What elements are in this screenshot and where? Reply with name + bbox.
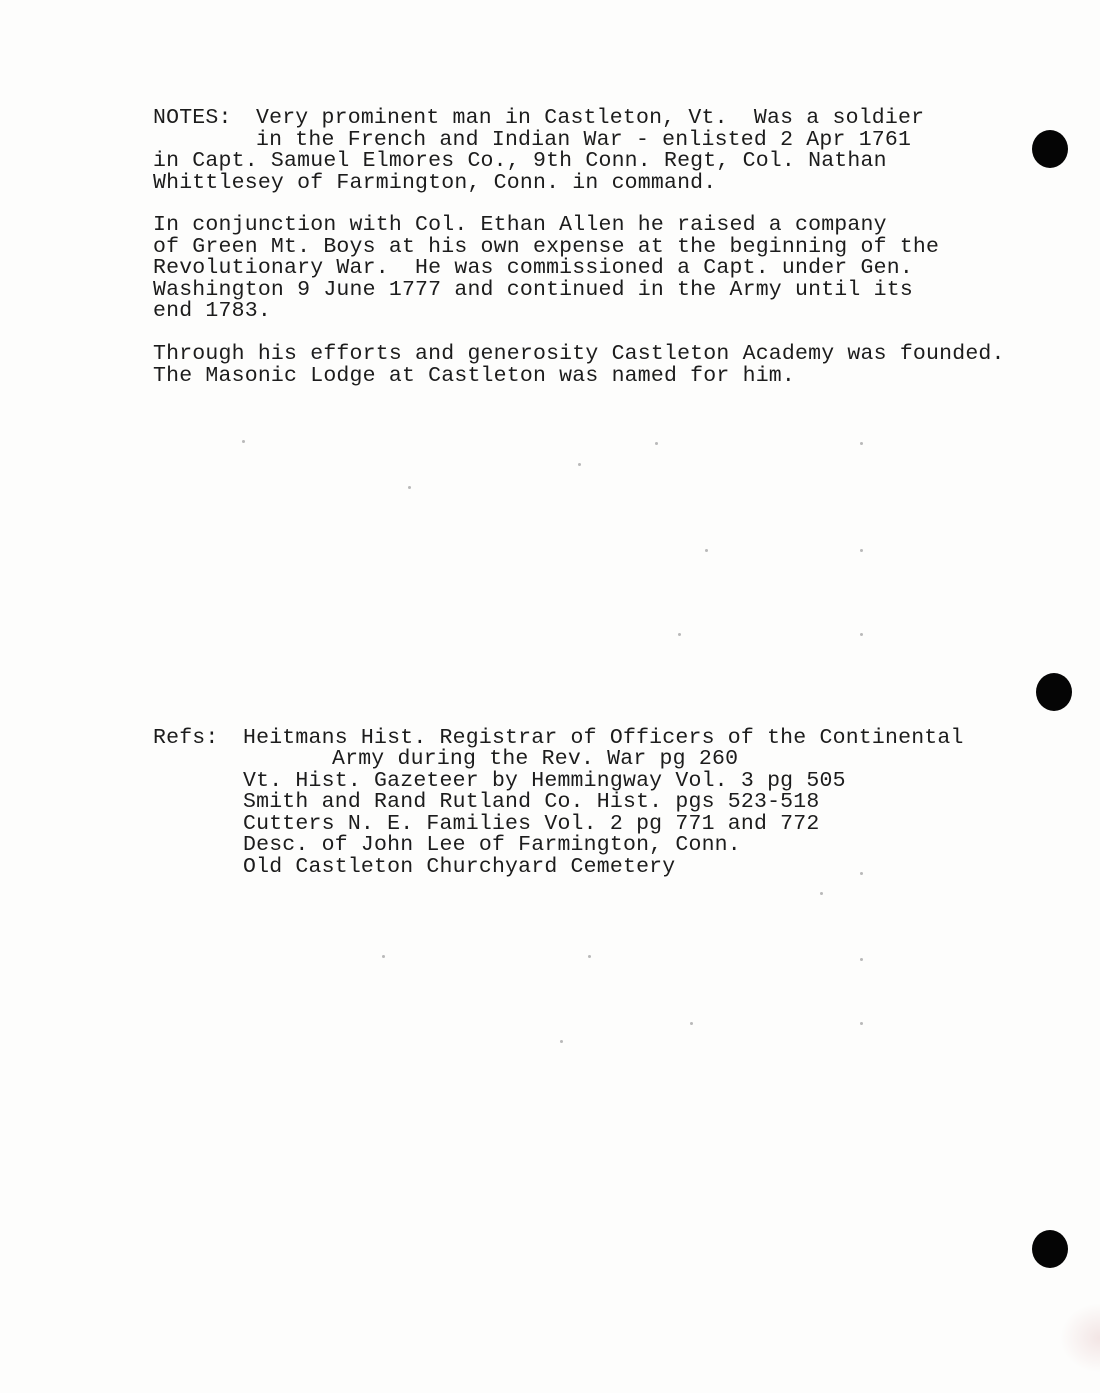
paper-speck [690, 1022, 693, 1025]
paper-stain [1060, 1303, 1100, 1373]
ref-item: Vt. Hist. Gazeteer by Hemmingway Vol. 3 pg 505 [243, 769, 846, 793]
paper-speck [588, 955, 591, 958]
refs-label: Refs: [153, 726, 219, 750]
paper-speck [242, 440, 245, 443]
punch-hole-bottom [1032, 1230, 1068, 1268]
notes-line: in the French and Indian War - enlisted 2 Apr 1761 [256, 128, 912, 152]
paper-speck [860, 872, 863, 875]
paper-speck [705, 549, 708, 552]
punch-hole-middle [1036, 673, 1072, 711]
notes-line: The Masonic Lodge at Castleton was named for him. [153, 364, 796, 388]
notes-line: In conjunction with Col. Ethan Allen he raised a company [153, 213, 887, 237]
ref-item: Desc. of John Lee of Farmington, Conn. [243, 833, 741, 857]
notes-line: Washington 9 June 1777 and continued in the Army until its [153, 278, 913, 302]
paper-speck [860, 958, 863, 961]
notes-line: Whittlesey of Farmington, Conn. in command. [153, 171, 717, 195]
paper-speck [560, 1040, 563, 1043]
notes-label: NOTES: [153, 106, 232, 130]
paper-speck [860, 633, 863, 636]
notes-line: Very prominent man in Castleton, Vt. Was a soldier [256, 106, 925, 130]
ref-item: Heitmans Hist. Registrar of Officers of the Continental [243, 726, 964, 750]
notes-line: Through his efforts and generosity Castleton Academy was founded. [153, 342, 1005, 366]
paper-speck [408, 486, 411, 489]
paper-speck [860, 442, 863, 445]
notes-line: in Capt. Samuel Elmores Co., 9th Conn. Regt, Col. Nathan [153, 149, 887, 173]
notes-line: end 1783. [153, 299, 271, 323]
paper-speck [382, 955, 385, 958]
ref-item: Old Castleton Churchyard Cemetery [243, 855, 676, 879]
ref-item: Smith and Rand Rutland Co. Hist. pgs 523-518 [243, 790, 820, 814]
paper-speck [655, 442, 658, 445]
ref-item: Cutters N. E. Families Vol. 2 pg 771 and 772 [243, 812, 820, 836]
notes-line: of Green Mt. Boys at his own expense at the beginning of the [153, 235, 940, 259]
paper-speck [860, 1022, 863, 1025]
paper-speck [820, 892, 823, 895]
paper-speck [678, 633, 681, 636]
paper-speck [860, 549, 863, 552]
paper-speck [578, 463, 581, 466]
notes-line: Revolutionary War. He was commissioned a Capt. under Gen. [153, 256, 913, 280]
ref-item: Army during the Rev. War pg 260 [332, 747, 739, 771]
punch-hole-top [1032, 130, 1068, 168]
